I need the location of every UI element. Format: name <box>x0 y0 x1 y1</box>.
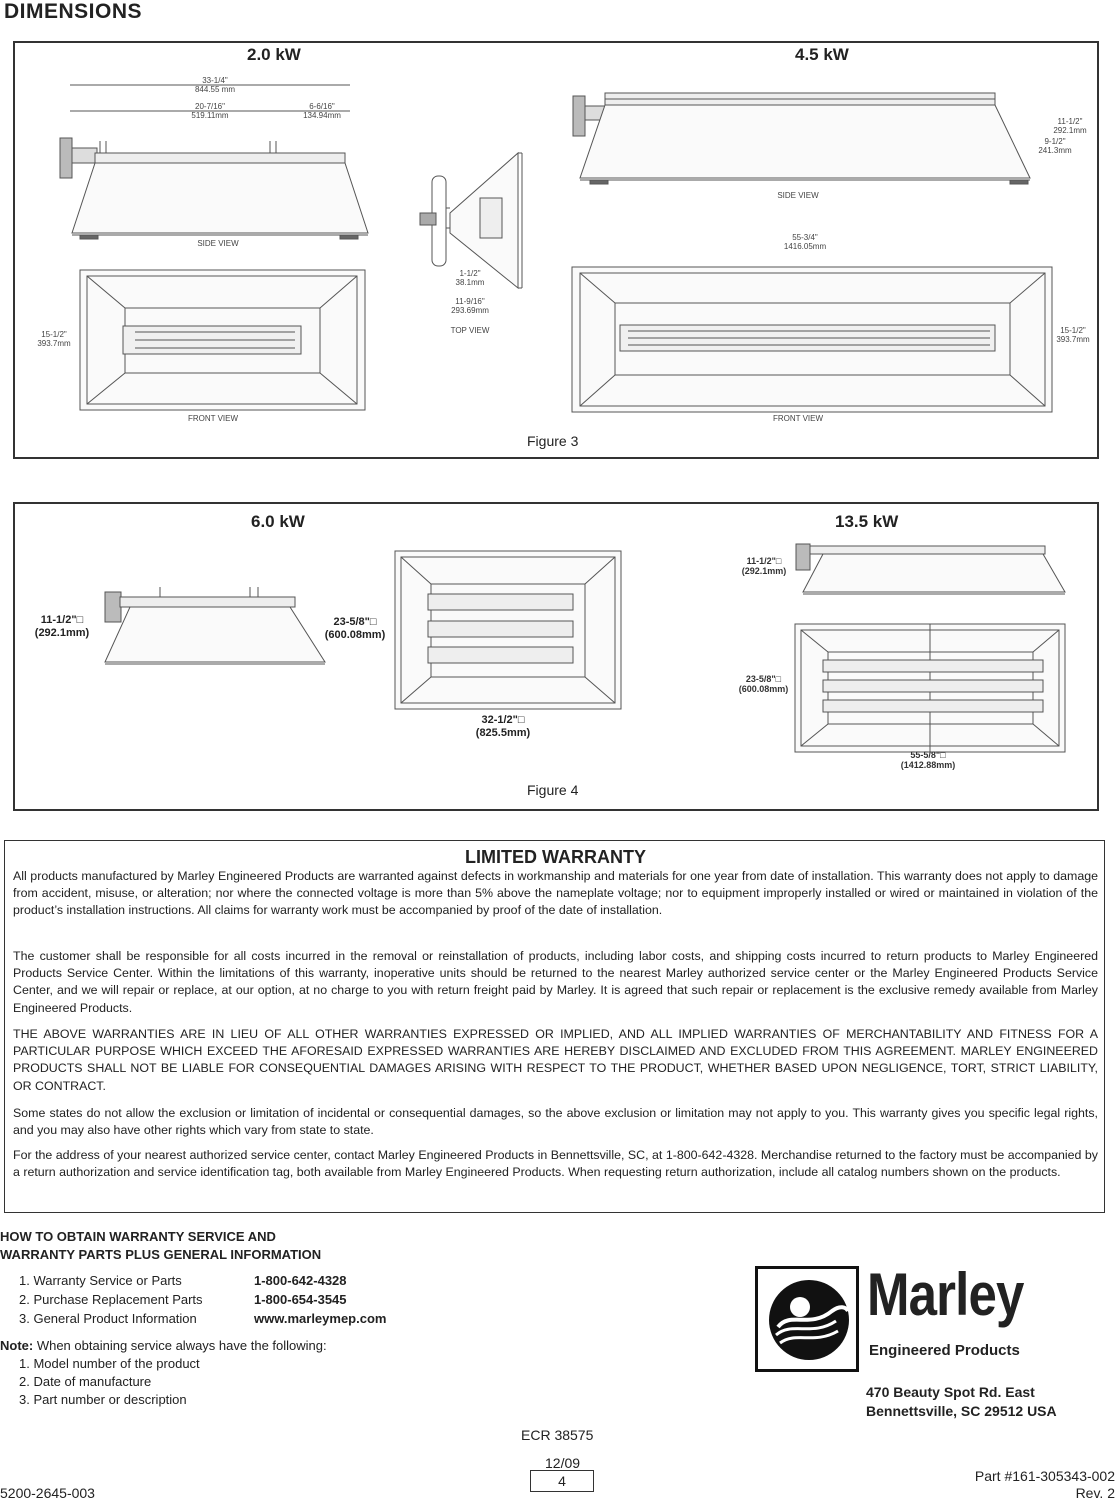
f4-right-front-w-mm: (1412.88mm) <box>900 760 956 770</box>
f4-right-front-h <box>731 674 796 694</box>
top-dim-b-mm: 293.69mm <box>451 306 489 315</box>
f4-right-side-h-inch: 11-1/2"□ <box>746 556 782 566</box>
front-width-right-mm: 1416.05mm <box>783 242 827 251</box>
warranty-para-5: For the address of your nearest authorized service center, contact Marley Engineered Products in Bennettsville, SC, at 1-800-642-4328. Merchandise returned to the factory must be accompanied by a return authorization and service identification tag, both available from Marley Engineered Products. When requesting return authorization, include all catalog numbers shown on the products. <box>13 1148 1098 1180</box>
side-h1-mm: 292.1mm <box>1053 126 1087 135</box>
list-item <box>19 1292 386 1308</box>
heater-4.5kw-front-view-drawing <box>570 265 1060 415</box>
list-item: 3. Part number or description <box>19 1392 187 1407</box>
ecr-number: ECR 38575 <box>521 1427 594 1443</box>
dim-overall-inch: 33-1/4" <box>202 76 228 85</box>
front-view-label: FRONT VIEW <box>187 414 239 423</box>
address-line2: Bennettsville, SC 29512 USA <box>866 1403 1057 1419</box>
service-list <box>19 1273 386 1327</box>
front-height-right <box>1048 326 1098 344</box>
warranty-title: LIMITED WARRANTY <box>465 847 646 867</box>
f4-left-front-h <box>315 616 395 642</box>
side-h2-mm: 241.3mm <box>1038 146 1072 155</box>
f4-right-front-w-inch: 55-5/8"□ <box>910 750 946 760</box>
logo-sub: Engineered Products <box>869 1342 1020 1359</box>
f4-right-side-h <box>735 556 793 576</box>
f4-left-side-h-mm: (292.1mm) <box>34 627 90 639</box>
list-item: 2. Date of manufacture <box>19 1374 152 1389</box>
f4-left-front-w-inch: 32-1/2"□ <box>481 714 525 726</box>
logo-swirl-icon <box>760 1271 858 1369</box>
revision: Rev. 2 <box>1075 1485 1115 1501</box>
website-link[interactable]: www.marleymep.com <box>254 1311 387 1326</box>
list-item: 1. Model number of the product <box>19 1356 200 1371</box>
f4-right-front-h-mm: (600.08mm) <box>738 684 789 694</box>
dim-a-mm: 519.11mm <box>191 111 229 120</box>
footer-part <box>900 1468 1115 1502</box>
part-number: Part #161-305343-002 <box>974 1468 1115 1484</box>
front-height <box>29 330 79 348</box>
list-item <box>19 1311 386 1327</box>
service-label: 3. General Product Information <box>19 1311 197 1326</box>
top-dim-a-mm: 38.1mm <box>455 278 485 287</box>
side-view-label-right: SIDE VIEW <box>777 191 819 200</box>
figure3-kw-right: 4.5 kW <box>795 45 849 64</box>
service-heading-line2: WARRANTY PARTS PLUS GENERAL INFORMATION <box>0 1247 322 1262</box>
figure4-kw-right: 13.5 kW <box>835 512 899 531</box>
figure3-kw-left: 2.0 kW <box>247 45 301 64</box>
figure-4 <box>13 502 1099 811</box>
service-phone-link[interactable]: 1-800-654-3545 <box>254 1292 347 1307</box>
footer-left-code: 5200-2645-003 <box>0 1485 95 1501</box>
dim-overall <box>180 76 250 94</box>
address <box>866 1383 1057 1421</box>
front-height-right-mm: 393.7mm <box>1056 335 1090 344</box>
side-view-label: SIDE VIEW <box>197 239 239 248</box>
page-title: DIMENSIONS <box>4 0 143 23</box>
heater-13.5kw-side-view-drawing <box>793 534 1073 599</box>
marley-logo <box>755 1261 1097 1374</box>
note-label: Note: <box>0 1338 34 1353</box>
page-number: 4 <box>530 1470 594 1492</box>
dim-b <box>287 102 357 120</box>
top-view-label: TOP VIEW <box>450 326 490 335</box>
top-dim-a <box>445 269 495 287</box>
heater-2kw-front-view-drawing <box>75 268 375 413</box>
figure4-caption: Figure 4 <box>527 782 579 798</box>
front-height-mm: 393.7mm <box>37 339 71 348</box>
dim-a <box>175 102 245 120</box>
dim-b-inch: 6-6/16" <box>309 102 335 111</box>
logo-brand: Marley <box>867 1261 1024 1328</box>
heater-6kw-side-view-drawing <box>100 582 340 672</box>
dim-b-mm: 134.94mm <box>303 111 341 120</box>
side-h1-inch: 11-1/2" <box>1057 117 1083 126</box>
service-note <box>0 1338 327 1408</box>
note-text: When obtaining service always have the following: <box>33 1338 327 1353</box>
front-view-label-right: FRONT VIEW <box>772 414 824 423</box>
front-height-right-inch: 15-1/2" <box>1060 326 1086 335</box>
service-label: 2. Purchase Replacement Parts <box>19 1292 203 1307</box>
front-width-right-inch: 55-3/4" <box>792 233 818 242</box>
warranty-para-2: The customer shall be responsible for all costs incurred in the removal or reinstallation of products, including labor costs, and shipping costs incurred to return products to Marley Engineered Products Service Center. Within the limitations of this warranty, inoperative units should be returned to the nearest Marley authorized service center or the Marley Engineered Products Service Center, and we will repair or replace, at our option, at no charge to you with return freight paid by Marley. It is agreed that such repair or replacement is the exclusive remedy available from Marley Engineered Products. <box>13 949 1098 1015</box>
f4-left-front-w-mm: (825.5mm) <box>475 727 531 739</box>
front-width-right <box>765 233 845 251</box>
f4-left-front-h-mm: (600.08mm) <box>324 629 386 641</box>
service-label: 1. Warranty Service or Parts <box>19 1273 182 1288</box>
top-dim-b <box>445 297 495 315</box>
warranty-para-4: Some states do not allow the exclusion or limitation of incidental or consequential damages, so the above exclusion or limitation may not apply to you. This warranty gives you specific legal rights, and you may also have other rights which vary from state to state. <box>13 1106 1098 1138</box>
f4-left-front-h-inch: 23-5/8"□ <box>333 616 377 628</box>
service-heading <box>0 1228 321 1264</box>
heater-6kw-front-view-drawing <box>393 549 633 714</box>
f4-left-side-h-inch: 11-1/2"□ <box>40 614 84 626</box>
top-dim-b-inch: 11-9/16" <box>455 297 485 306</box>
dim-overall-mm: 844.55 mm <box>194 85 236 94</box>
f4-left-front-w <box>463 714 543 740</box>
warranty-para-3: THE ABOVE WARRANTIES ARE IN LIEU OF ALL OTHER WARRANTIES EXPRESSED OR IMPLIED, AND ALL IMPLIED WARRANTIES OF MERCHANTABILITY AND FITNESS FOR A PARTICULAR PURPOSE WHICH EXCEED THE AFORESAID EXPRESSED WARRANTIES ARE HEREBY DISCLAIMED AND EXCLUDED FROM THIS AGREEMENT. MARLEY ENGINEERED PRODUCTS SHALL NOT BE LIABLE FOR CONSEQUENTIAL DAMAGES ARISING WITH RESPECT TO THE PRODUCT, WHETHER BASED UPON NEGLIGENCE, TORT, STRICT LIABILITY, OR CONTRACT. <box>13 1027 1098 1093</box>
service-phone-link[interactable]: 1-800-642-4328 <box>254 1273 347 1288</box>
warranty-box <box>4 840 1105 1213</box>
service-heading-line1: HOW TO OBTAIN WARRANTY SERVICE AND <box>0 1229 276 1244</box>
dim-a-inch: 20-7/16" <box>195 102 225 111</box>
side-h2-inch: 9-1/2" <box>1044 137 1066 146</box>
list-item <box>19 1273 386 1289</box>
figure-3 <box>13 41 1099 459</box>
side-h1 <box>1045 117 1095 135</box>
footer-date: 12/09 <box>545 1455 581 1471</box>
f4-left-side-h <box>27 614 97 640</box>
warranty-para-1: All products manufactured by Marley Engineered Products are warranted against defects in workmanship and materials for one year from date of installation. This warranty does not apply to damage from accident, misuse, or alteration; nor where the connected voltage is more than 5% above the nameplate voltage; nor to equipment improperly installed or wired or maintained in violation of the product’s installation instructions. All claims for warranty work must be accompanied by proof of the date of installation. <box>13 869 1098 918</box>
logo-emblem <box>755 1266 859 1372</box>
f4-right-front-w <box>883 750 973 770</box>
f4-right-front-h-inch: 23-5/8"□ <box>745 674 782 684</box>
side-h2 <box>1030 137 1080 155</box>
figure3-caption: Figure 3 <box>527 433 579 449</box>
top-dim-a-inch: 1-1/2" <box>459 269 481 278</box>
f4-right-side-h-mm: (292.1mm) <box>741 566 787 576</box>
figure4-kw-left: 6.0 kW <box>251 512 305 531</box>
heater-4.5kw-side-view-drawing <box>570 88 1040 188</box>
front-height-inch: 15-1/2" <box>41 330 67 339</box>
address-line1: 470 Beauty Spot Rd. East <box>866 1384 1035 1400</box>
heater-13.5kw-front-view-drawing <box>793 622 1073 757</box>
